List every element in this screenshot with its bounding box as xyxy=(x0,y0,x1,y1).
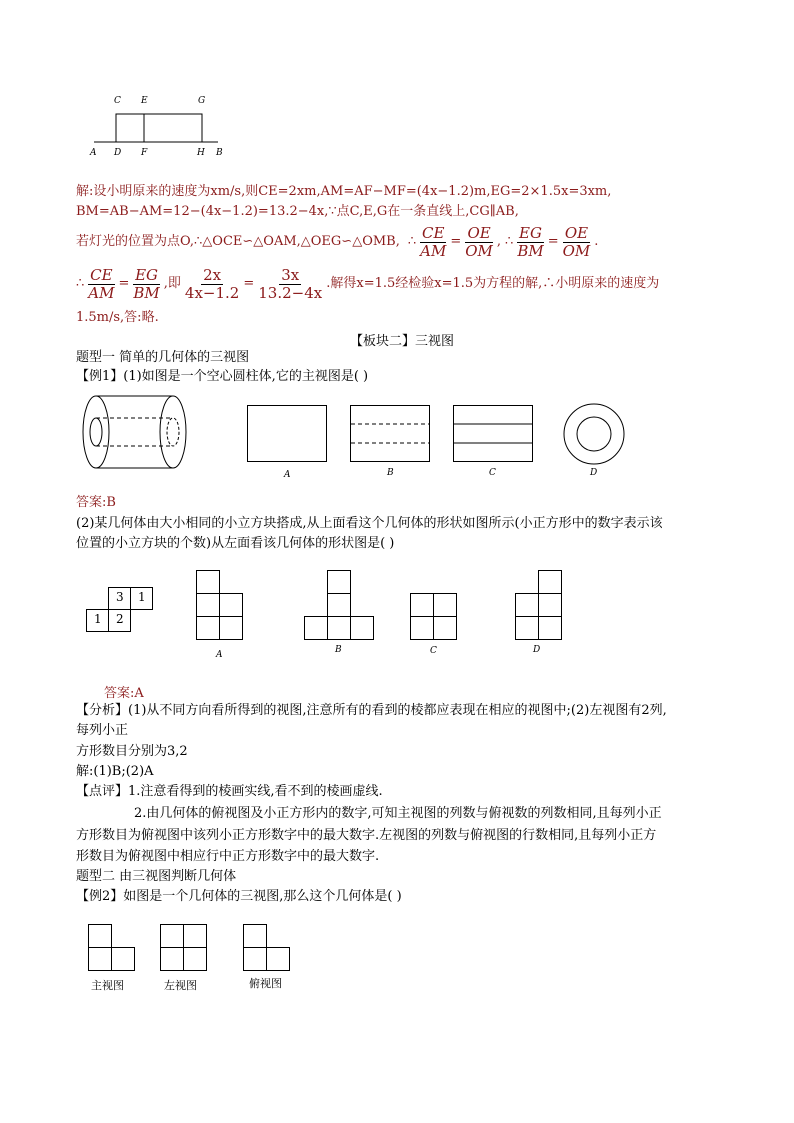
solution-line-5: 1.5m/s,答:略. xyxy=(76,310,159,325)
comment-line-2: 2.由几何体的俯视图及小正方形内的数字,可知主视图的列数与俯视数的列数相同,且每列小正 xyxy=(134,806,662,821)
hollow-cylinder-svg xyxy=(80,392,200,472)
comment-line-3: 方形数目为俯视图中该列小正方形数字中的最大数字.左视图的列数与俯视图的行数相同,且每列小正方 xyxy=(76,828,657,843)
left-view-option-b xyxy=(304,570,376,646)
label-f: F xyxy=(141,148,148,158)
left-view-a-label: A xyxy=(216,650,223,660)
option-a-label: A xyxy=(284,470,291,480)
example1-question1: 【例1】(1)如图是一个空心圆柱体,它的主视图是( ) xyxy=(76,369,369,384)
answer-2: 答案:A xyxy=(104,686,144,701)
front-view-caption: 主视图 xyxy=(91,979,124,992)
option-c-figure xyxy=(453,405,535,467)
left-view-option-d xyxy=(515,570,565,646)
label-g: G xyxy=(198,96,206,106)
top-view-caption: 俯视图 xyxy=(249,977,282,990)
option-b-label: B xyxy=(387,468,394,478)
solution-2: 解:(1)B;(2)A xyxy=(76,764,154,779)
fraction-2x: $\frac{2x}{4x-1.2}$ xyxy=(184,265,240,302)
comment-line-4: 形数目为俯视图中相应行中正方形数字中的最大数字. xyxy=(76,849,380,864)
example1-question2-line2: 位置的小立方块的个数)从左面看该几何体的形状图是( ) xyxy=(76,536,395,551)
left-view-caption: 左视图 xyxy=(164,979,197,992)
analysis-line-2: 每列小正 xyxy=(76,723,129,738)
fraction-oe-om: $\frac{OE}{OM}$ xyxy=(465,223,493,260)
label-a: A xyxy=(90,148,97,158)
comment-line-1: 【点评】1.注意看得到的棱画实线,看不到的棱画虚线. xyxy=(76,784,383,799)
solution-line-1: 解:设小明原来的速度为xm/s,则CE=2xm,AM=AF−MF=(4x−1.2)m,EG=2×1.5x=3xm, xyxy=(76,184,612,199)
top-view-figure xyxy=(243,924,293,978)
example1-question2-line1: (2)某几何体由大小相同的小立方块搭成,从上面看这个几何体的形状如图所示(小正方形中的数字表示该 xyxy=(76,516,663,531)
label-h: H xyxy=(197,148,205,158)
fraction-ce-am-2: $\frac{CE}{AM}$ xyxy=(88,265,115,302)
analysis-line-3: 方形数目分别为3,2 xyxy=(76,744,188,759)
left-view-option-a xyxy=(196,570,246,646)
option-a-figure xyxy=(247,405,329,467)
cell-number: 3 xyxy=(116,590,124,604)
type1-title: 题型一 简单的几何体的三视图 xyxy=(76,350,250,365)
option-b-figure xyxy=(350,405,432,467)
left-view-option-c xyxy=(410,593,460,647)
cell-number: 2 xyxy=(116,612,124,626)
solution-line-3-text: 若灯光的位置为点O,∴△OCE∽△OAM,△OEG∽△OMB, xyxy=(76,234,400,249)
section-title: 【板块二】三视图 xyxy=(350,334,455,349)
fraction-eg-bm: $\frac{EG}{BM}$ xyxy=(517,223,544,260)
left-view-c-label: C xyxy=(430,646,437,656)
left-view-figure xyxy=(160,924,210,978)
hollow-cylinder-figure xyxy=(80,392,200,476)
solution-line-2: BM=AB−AM=12−(4x−1.2)=13.2−4x,∵点C,E,G在一条直线上,CG∥AB, xyxy=(76,204,519,219)
fraction-ce-am: $\frac{CE}{AM}$ xyxy=(420,223,447,260)
cell-number: 1 xyxy=(94,612,102,626)
label-d: D xyxy=(114,148,122,158)
option-d-label: D xyxy=(590,468,598,478)
example2-question: 【例2】如图是一个几何体的三视图,那么这个几何体是( ) xyxy=(76,889,402,904)
cell-number: 1 xyxy=(138,590,146,604)
fraction-oe-om-2: $\frac{OE}{OM}$ xyxy=(562,223,591,260)
label-c: C xyxy=(114,96,121,106)
solution-line-3: 若灯光的位置为点O,∴△OCE∽△OAM,△OEG∽△OMB, ∴ $\frac{CE}{AM}$ = $\frac{OE}{OM}$ , ∴ $\frac{EG}{BM}$ = $\frac{OE}{OM}$ . xyxy=(76,223,599,260)
option-d-figure xyxy=(562,402,626,470)
type2-title: 题型二 由三视图判断几何体 xyxy=(76,869,237,884)
fraction-eg-bm-2: $\frac{EG}{BM}$ xyxy=(133,265,160,302)
fraction-3x: $\frac{3x}{13.2-4x}$ xyxy=(258,265,323,302)
option-c-label: C xyxy=(489,468,496,478)
analysis-line-1: 【分析】(1)从不同方向看所得到的视图,注意所有的看到的棱都应表现在相应的视图中;(2)左视图有2列, xyxy=(76,703,667,718)
top-view-grid xyxy=(84,585,164,635)
label-e: E xyxy=(141,96,148,106)
solution-line-4: ∴ $\frac{CE}{AM}$ = $\frac{EG}{BM}$ ,即 $\frac{2x}{4x-1.2}$ = $\frac{3x}{13.2-4x}$ .解得x=1.5经检验x=1.5为方程的解,∴小明原来的速度为 xyxy=(76,265,660,302)
label-b: B xyxy=(216,148,223,158)
front-view-figure xyxy=(88,924,138,978)
answer-1: 答案:B xyxy=(76,495,116,510)
segment-figure xyxy=(86,92,246,162)
left-view-b-label: B xyxy=(335,645,342,655)
left-view-d-label: D xyxy=(533,645,541,655)
